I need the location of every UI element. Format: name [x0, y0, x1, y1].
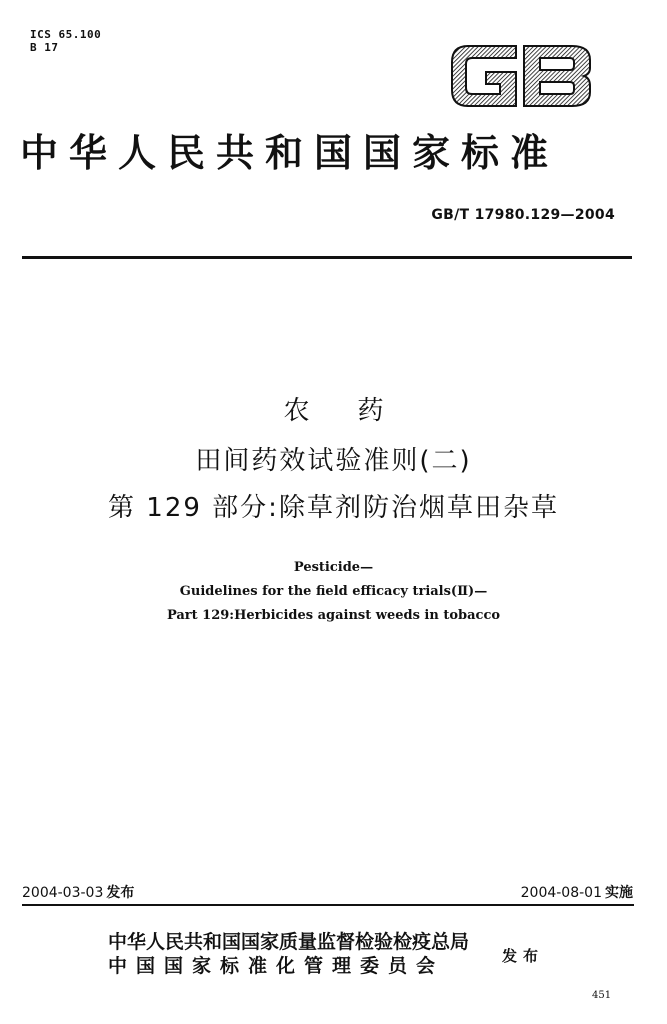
implement-date: 2004-08-01	[520, 885, 602, 901]
bottom-divider	[22, 904, 634, 906]
issue-date: 2004-03-03	[22, 885, 104, 901]
en-title-line2: Guidelines for the field efficacy trials(Ⅱ)—	[179, 584, 488, 599]
issuer-line2: 中国国家标准化管理委员会	[108, 955, 445, 977]
en-title-line3: Part 129:Herbicides against weeds in tobacco	[166, 608, 501, 623]
issuer-block	[108, 930, 469, 978]
ics-code: ICS 65.100	[30, 28, 102, 41]
gb-logo-text: GB	[521, 82, 523, 83]
issuer-line1: 中华人民共和国国家质量监督检验检疫总局	[108, 931, 470, 953]
issue-label: 发布	[106, 885, 135, 901]
implement-label: 实施	[605, 885, 633, 901]
implement-date-block	[521, 882, 633, 902]
top-divider	[22, 256, 632, 259]
en-title-line1: Pesticide—	[293, 560, 374, 575]
page-number: 451	[592, 990, 612, 1001]
publish-label: 发布	[502, 947, 545, 965]
classification-codes	[30, 28, 101, 54]
ccs-code: B 17	[30, 41, 59, 54]
gb-logo	[446, 40, 596, 112]
main-title: 中华人民共和国国家标准	[20, 130, 560, 175]
cn-title-line3: 第 129 部分:除草剂防治烟草田杂草	[108, 493, 559, 523]
standard-number: GB/T 17980.129—2004	[431, 207, 615, 223]
issue-date-block	[22, 882, 134, 902]
cn-title-line1: 农药	[283, 396, 432, 426]
cn-title-line2: 田间药效试验准则(二)	[195, 446, 472, 476]
